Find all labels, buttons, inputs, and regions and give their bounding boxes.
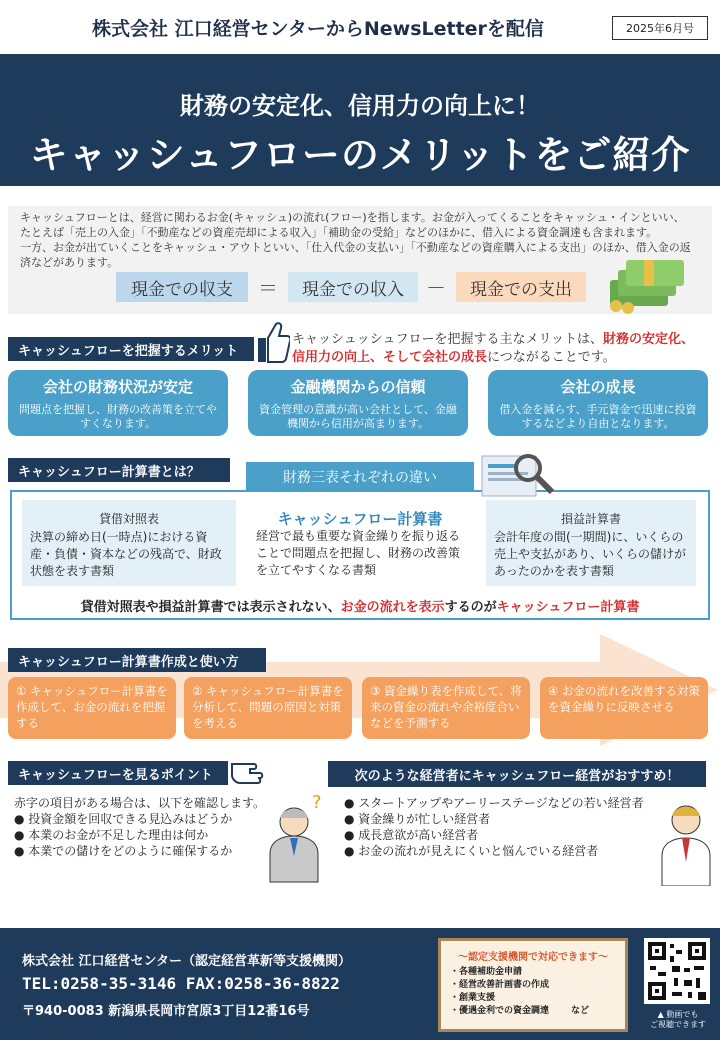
points-item-text: 投資金額を回収できる見込みはどうか [28,812,233,826]
recommend-item: ● 資金繰りが忙しい経営者 [344,812,491,826]
thumbs-up-icon [252,318,290,366]
income-statement-box [486,500,696,586]
support-note-item-text: ・優遇金利での資金調達 [450,1006,550,1016]
merit-card-title: 会社の財務状況が安定 [42,378,193,396]
money-stack-icon [604,258,688,314]
footnote-highlight: お金の流れを表示 [340,600,445,615]
footnote-text: 貸借対照表や損益計算書では表示されない、 [80,600,341,615]
balance-sheet-title: 貸借対照表 [98,512,159,526]
statements-tab: 財務三表それぞれの違い [246,462,474,492]
footer-address: 〒940-0083 新潟県長岡市宮原3丁目12番16号 [22,1004,310,1019]
step-item: ② キャッシュフロー計算書を分析して、問題の原因と対策を考える [184,677,352,739]
step-item: ③ 資金繰り表を作成して、将来の資金の流れや余裕度合いなどを予測する [362,677,530,739]
footnote-text: するのが [444,600,497,615]
support-note-list [450,966,626,1018]
newsletter-title: 株式会社 江口経営センターからNewsLetterを配信 [92,18,544,40]
merit-desc-highlight: 信用力の向上、そして会社の成長 [292,350,488,365]
merit-desc-highlight: 財務の安定化、 [602,332,694,347]
intro-text [20,210,704,270]
hero-main-title: キャッシュフローのメリットをご紹介 [29,133,691,177]
formula-income: 現金での収入 [288,272,418,302]
merit-card-desc: 借入金を減らす、手元資金で迅速に投資するなどより自由となります。 [499,403,697,430]
income-statement-desc: 会計年度の間(一期間)に、いくらの売上や支払があり、いくらの儲けがあったのかを表す書類 [494,530,687,578]
points-item-text: 本業での儲けをどのように確保するか [28,844,233,858]
cashflow-statement-title: キャッシュフロー計算書 [277,510,443,528]
support-note-title: ～認定支援機関で対応できます～ [458,952,608,963]
support-note-item: ・各種補助金申請 [450,967,523,977]
issue-date: 2025年6月号 [612,16,708,40]
intro-line: たとえば「売上の入金」「不動産などの資産売却による収入」「補助金の受給」などのほかに、借入による資金調達も含まれます。 [20,226,658,239]
recommend-heading: 次のような経営者にキャッシュフロー経営がおすすめ！ [328,761,706,787]
pointing-hand-icon [228,750,274,786]
qr-caption-line: ご視聴できます [650,1020,706,1029]
merit-card [8,370,228,436]
points-item: ● 本業のお金が不足した理由は何か [14,828,209,842]
recommend-item: ● スタートアップやアーリーステージなどの若い経営者 [344,796,644,810]
recommend-list [344,795,674,859]
merit-description [292,331,712,367]
intro-line: 済などがあります。 [20,256,119,269]
support-note-item [450,1005,626,1018]
merit-card [488,370,708,436]
points-item: ● 本業での儲けをどのように確保するか [14,844,233,858]
points-item-text: 本業のお金が不足した理由は何か [28,828,209,842]
support-note-item: ・創業支援 [450,993,496,1003]
statements-footnote [10,596,710,615]
formula-expense: 現金での支出 [456,272,586,302]
svg-text:?: ? [312,792,322,813]
balance-sheet-desc: 決算の締め日(一時点)における資産・負債・資本などの残高で、財政状態を表す書類 [30,530,222,578]
support-note-item: ・経営改善計画書の作成 [450,980,550,990]
merit-card-title: 会社の成長 [560,378,636,396]
merit-card [248,370,468,436]
equals-sign: ＝ [258,276,278,300]
minus-sign: － [426,276,446,300]
businessman-illustration [656,798,716,886]
balance-sheet-box [22,500,236,586]
merit-heading: キャッシュフローを把握するメリット [8,337,254,361]
income-statement-title: 損益計算書 [560,512,621,526]
hero-subtitle: 財務の安定化、信用力の向上に！ [180,92,540,120]
step-item: ① キャッシュフロー計算書を作成して、お金の流れを把握する [8,677,176,739]
merit-desc-text: につながることです。 [487,350,616,365]
intro-line: 一方、お金が出ていくことをキャッシュ・アウトといい、「仕入代金の支払い」「不動産などの資産購入による支出」のほか、借入金の返 [20,241,691,254]
statement-heading: キャッシュフロー計算書とは？ [8,458,230,482]
steps-heading: キャッシュフロー計算書作成と使い方 [8,648,266,672]
merit-card-desc: 資金管理の意識が高い会社として、金融機関から信用が高まります。 [259,403,457,430]
recommend-item: ● 成長意欲が高い経営者 [344,828,479,842]
qr-caption [640,1010,716,1030]
formula-balance: 現金での収支 [116,272,248,302]
merit-desc-text: キャッシュッシュフローを把握する主なメリットは、 [292,332,603,347]
cashflow-statement-desc: 経営で最も重要な資金繰りを振り返ることで問題点を把握し、財務の改善策を立てやすくなる書類 [256,529,461,577]
footnote-highlight: キャッシュフロー計算書 [496,600,640,615]
points-item: ● 投資金額を回収できる見込みはどうか [14,812,233,826]
footer-phone: TEL:0258-35-3146 FAX:0258-36-8822 [22,974,340,993]
recommend-item-text: 資金繰りが忙しい経営者 [358,812,491,826]
merit-card-desc: 問題点を把握し、財務の改善策を立てやすくなります。 [19,403,217,430]
support-note-etc: など [571,1006,590,1016]
footer-company: 株式会社 江口経営センター（認定経営革新等支援機関） [22,954,352,969]
recommend-item-text: 成長意欲が高い経営者 [358,828,479,842]
merit-card-title: 金融機関からの信頼 [290,378,426,396]
magnifier-document-icon [476,446,560,502]
recommend-item-text: お金の流れが見えにくいと悩んでいる経営者 [358,844,599,858]
points-lead: 赤字の項目がある場合は、以下を確認します。 [14,796,266,810]
thinking-man-illustration [262,790,334,886]
qr-caption-line: ▲ 動画でも [657,1010,699,1019]
step-item: ④ お金の流れを改善する対策を資金繰りに反映させる [540,677,708,739]
recommend-item-text: スタートアップやアーリーステージなどの若い経営者 [358,796,644,810]
recommend-item: ● お金の流れが見えにくいと悩んでいる経営者 [344,844,599,858]
points-heading: キャッシュフローを見るポイント [8,761,228,785]
qr-code-icon[interactable] [644,938,710,1004]
intro-line: キャッシュフローとは、経営に関わるお金(キャッシュ)の流れ(フロー)を指します。お金が入ってくることをキャッシュ・インといい、 [20,211,685,224]
